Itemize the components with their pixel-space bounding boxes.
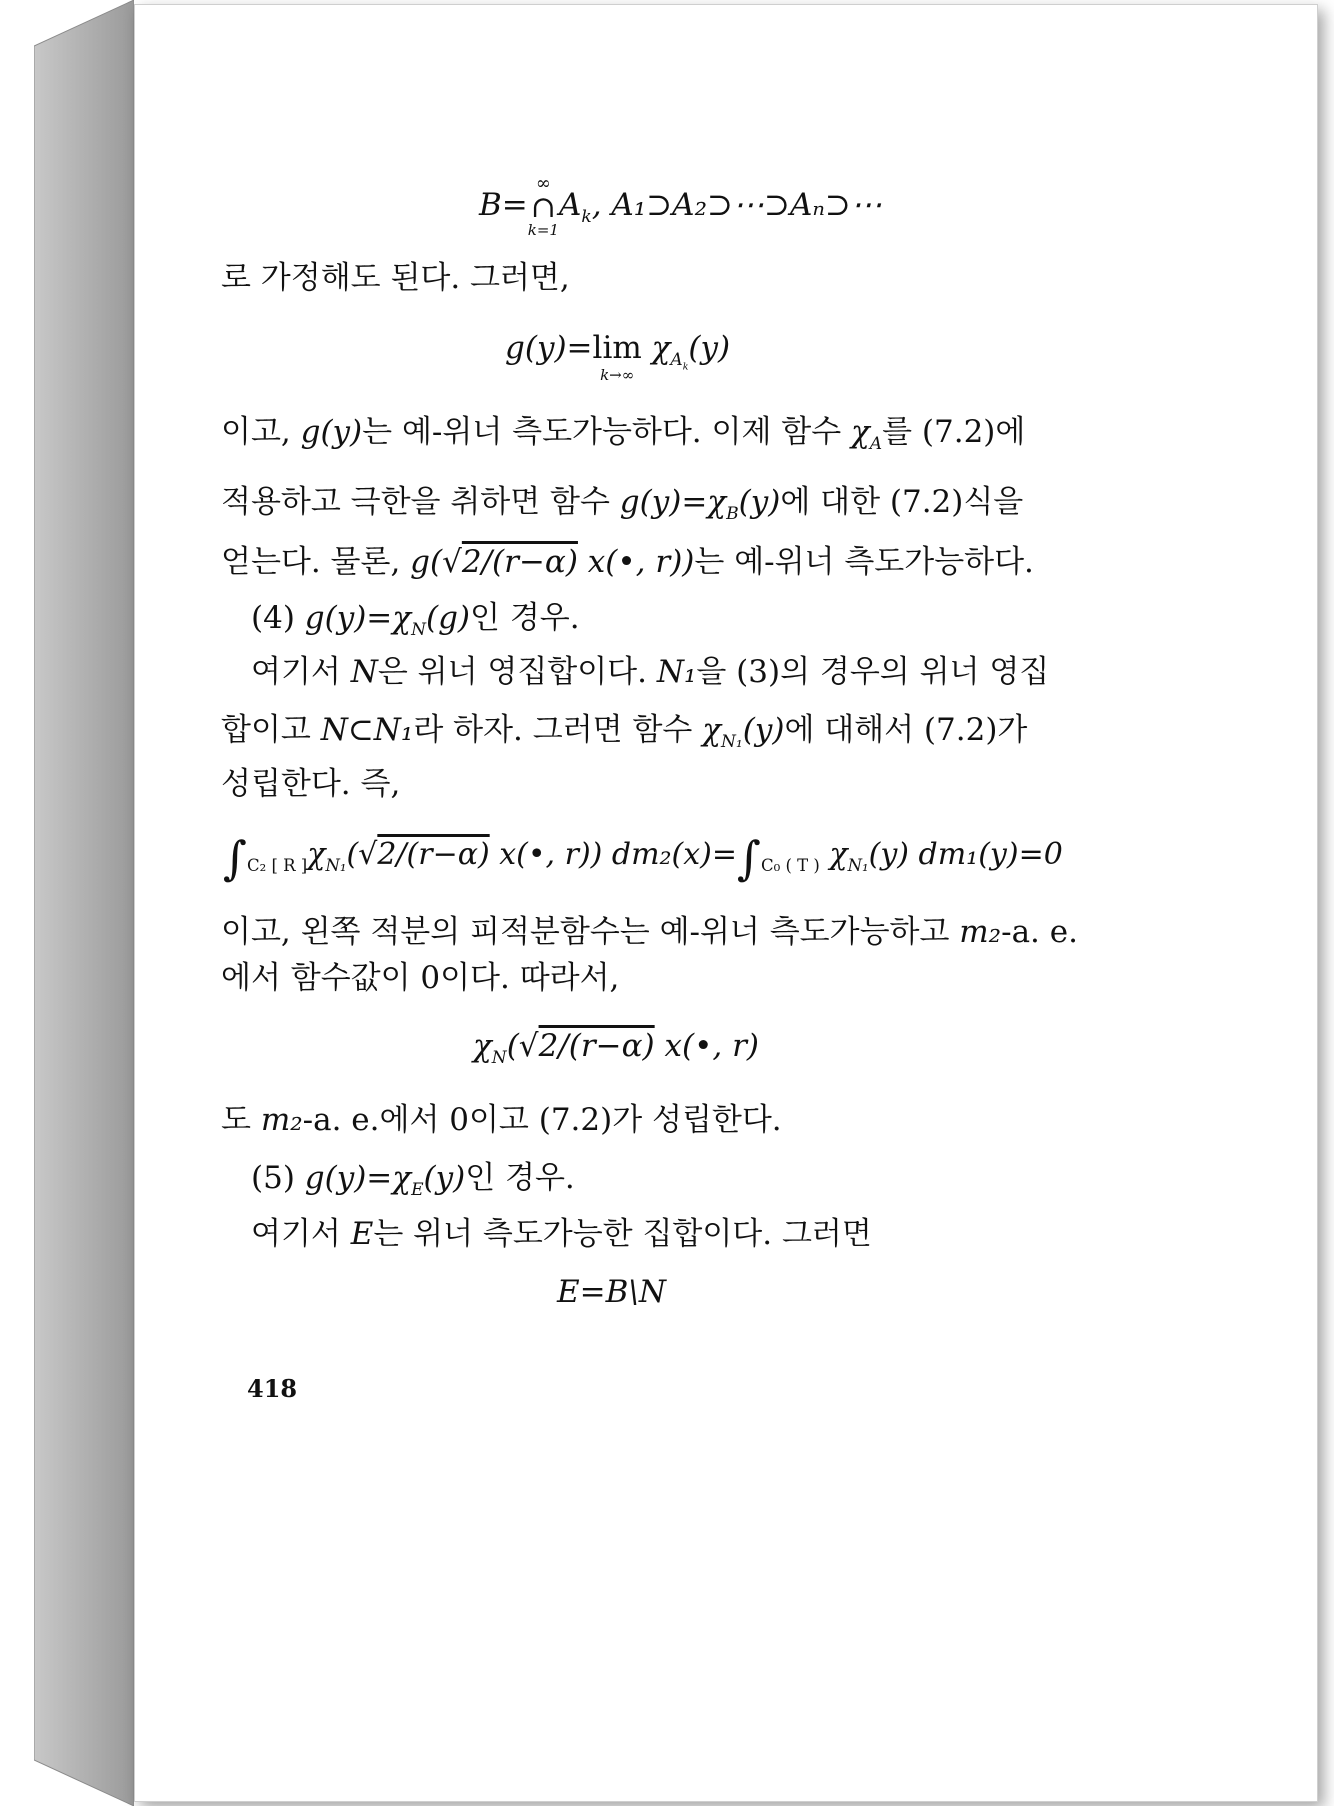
p11-m2: m₂ bbox=[260, 1102, 303, 1138]
paragraph-13 bbox=[251, 1216, 872, 1252]
p7-chi: χ bbox=[702, 712, 721, 748]
eq4-end: x(•, r) bbox=[654, 1028, 759, 1064]
eq4-chi-sub: N bbox=[491, 1048, 507, 1069]
case-5-text: 인 경우. bbox=[465, 1160, 575, 1196]
case-4-text: 인 경우. bbox=[470, 600, 580, 636]
eq1-cap-top: ∞ bbox=[535, 173, 551, 194]
p4-math: g(√ bbox=[410, 544, 462, 580]
eq1-intersection-symbol bbox=[528, 175, 559, 238]
p6-text2: 은 위너 영집합이다. bbox=[377, 654, 657, 690]
case-4-sub: N bbox=[411, 620, 426, 641]
paragraph-1: 로 가정해도 된다. 그러면, bbox=[221, 260, 570, 296]
eq3-mid: x(•, r)) dm₂(x)= bbox=[489, 837, 738, 872]
integral-1-domain: C₂ [ R ] bbox=[246, 856, 308, 875]
paragraph-4 bbox=[221, 544, 1034, 580]
paragraph-8: 성립한다. 즉, bbox=[221, 766, 401, 802]
eq2-lim-word: lim bbox=[592, 330, 642, 366]
case-4-number: (4) bbox=[251, 600, 305, 636]
case-5-math: g(y)=χ bbox=[304, 1160, 412, 1196]
p7-math: N⊂N₁ bbox=[320, 712, 414, 748]
paragraph-11 bbox=[221, 1102, 782, 1138]
equation-chi-n bbox=[473, 1028, 759, 1069]
integral-sign-2: ∫ bbox=[737, 831, 761, 885]
eq2-lhs: g(y)= bbox=[505, 330, 593, 366]
paragraph-9 bbox=[221, 914, 1078, 950]
p3-sub: B bbox=[726, 504, 739, 525]
eq1-cap-sym: ∩ bbox=[530, 190, 556, 225]
p6-n: N bbox=[350, 654, 378, 690]
page-number: 418 bbox=[247, 1374, 298, 1403]
paragraph-2 bbox=[221, 414, 1026, 455]
p7-text2: 라 하자. 그러면 함수 bbox=[413, 712, 703, 748]
eq4-chi: χ bbox=[473, 1028, 492, 1064]
p11-text2: -a. e.에서 0이고 (7.2)가 성립한다. bbox=[302, 1102, 782, 1138]
p7-text3: 에 대해서 (7.2)가 bbox=[784, 712, 1028, 748]
p2-chi: χ bbox=[851, 414, 870, 450]
case-4-heading bbox=[251, 600, 580, 641]
p3-math: g(y)=χ bbox=[619, 484, 727, 520]
eq2-chi-subsub: k bbox=[682, 361, 689, 373]
p6-text3: 을 (3)의 경우의 위너 영집 bbox=[696, 654, 1050, 690]
p9-text: 이고, 왼쪽 적분의 피적분함수는 예-위너 측도가능하고 bbox=[221, 914, 960, 950]
integral-2-domain: C₀ ( T ) bbox=[761, 856, 820, 875]
p6-n1: N₁ bbox=[656, 654, 697, 690]
p2-text3: 를 (7.2)에 bbox=[882, 414, 1026, 450]
paragraph-3 bbox=[221, 484, 1024, 525]
p13-text: 여기서 bbox=[251, 1216, 351, 1252]
p2-math: g(y) bbox=[300, 414, 363, 450]
p7-chi-sub: N₁ bbox=[721, 732, 743, 753]
eq3-sqrt: (√ bbox=[346, 837, 378, 872]
p4-math2: x(•, r)) bbox=[577, 544, 695, 580]
p3-text2: 에 대한 (7.2)식을 bbox=[780, 484, 1024, 520]
eq3-chi-sub: N₁ bbox=[325, 856, 347, 875]
p13-text2: 는 위너 측도가능한 집합이다. 그러면 bbox=[373, 1216, 872, 1252]
eq3-radicand: 2/(r−α) bbox=[377, 837, 490, 872]
p9-ae: -a. e. bbox=[1001, 914, 1078, 950]
p2-text: 이고, bbox=[221, 414, 301, 450]
p3-arg: (y) bbox=[738, 484, 781, 520]
eq2-chi-sub: A bbox=[670, 350, 683, 371]
p4-text: 얻는다. 물론, bbox=[221, 544, 411, 580]
p9-m2: m₂ bbox=[959, 914, 1002, 950]
case-4-arg: (g) bbox=[425, 600, 471, 636]
equation-intersection bbox=[479, 175, 882, 238]
equation-set-difference: E=B\N bbox=[557, 1274, 666, 1310]
eq4-sqrt: (√ bbox=[506, 1028, 539, 1064]
p13-e: E bbox=[350, 1216, 374, 1252]
book-page bbox=[134, 4, 1318, 1802]
p3-text: 적용하고 극한을 취하면 함수 bbox=[221, 484, 620, 520]
eq3-chi2: χ bbox=[819, 837, 848, 872]
integral-sign-1: ∫ bbox=[223, 831, 247, 885]
eq2-chi: χ bbox=[641, 330, 671, 366]
case-4-math: g(y)=χ bbox=[304, 600, 412, 636]
eq1-term-sub: k bbox=[581, 207, 592, 228]
p4-radicand: 2/(r−α) bbox=[461, 544, 578, 580]
p2-text2: 는 예-위너 측도가능하다. 이제 함수 bbox=[362, 414, 851, 450]
paragraph-6 bbox=[251, 654, 1050, 690]
eq1-chain: , A₁⊃A₂⊃⋯⊃Aₙ⊃⋯ bbox=[591, 187, 882, 223]
p2-chi-sub: A bbox=[869, 434, 883, 455]
paragraph-7 bbox=[221, 712, 1028, 753]
p7-text: 합이고 bbox=[221, 712, 321, 748]
eq2-lim bbox=[592, 330, 642, 384]
eq4-radicand: 2/(r−α) bbox=[538, 1028, 655, 1064]
eq1-term: A bbox=[558, 187, 582, 223]
case-5-heading bbox=[251, 1160, 575, 1201]
paragraph-10: 에서 함수값이 0이다. 따라서, bbox=[221, 960, 620, 996]
eq2-arg: (y) bbox=[688, 330, 731, 366]
case-5-number: (5) bbox=[251, 1160, 305, 1196]
eq3-chi2-sub: N₁ bbox=[847, 856, 869, 875]
p7-arg: (y) bbox=[742, 712, 785, 748]
p11-text: 도 bbox=[221, 1102, 261, 1138]
eq3-chi: χ bbox=[307, 837, 326, 872]
eq1-lhs: B= bbox=[479, 187, 528, 223]
p6-text: 여기서 bbox=[251, 654, 351, 690]
case-5-arg: (y) bbox=[423, 1160, 466, 1196]
eq3-end: (y) dm₁(y)=0 bbox=[868, 837, 1063, 872]
book-spine bbox=[34, 0, 134, 1806]
p4-text2: 는 예-위너 측도가능하다. bbox=[694, 544, 1034, 580]
equation-integral bbox=[223, 831, 1063, 885]
eq1-cap-bot: k=1 bbox=[527, 221, 559, 239]
eq2-lim-sub: k→∞ bbox=[600, 366, 635, 384]
equation-limit bbox=[505, 330, 731, 384]
case-5-sub: E bbox=[411, 1180, 424, 1201]
